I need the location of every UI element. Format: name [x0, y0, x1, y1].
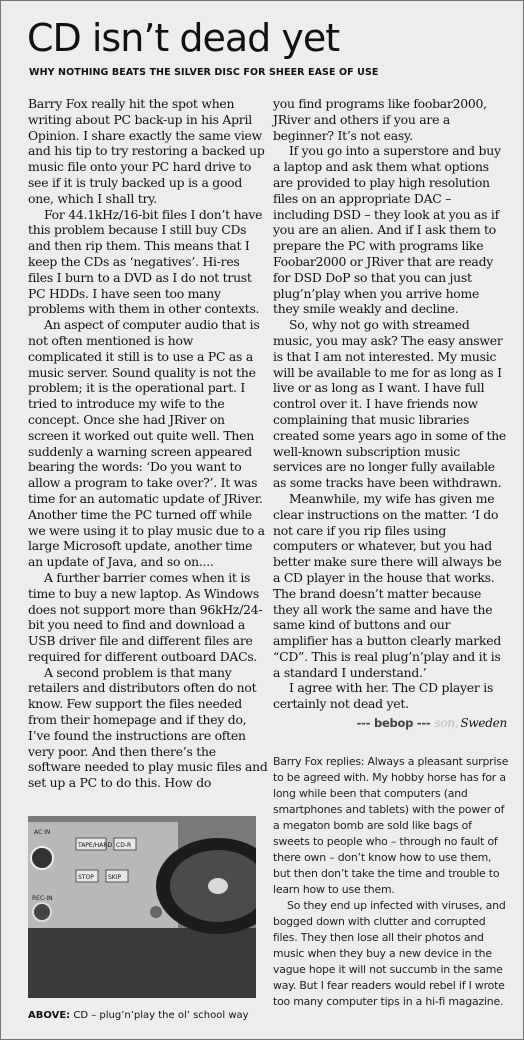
caption-text: CD – plug’n’play the ol’ school way	[70, 1010, 249, 1021]
photo-button-label: STOP	[78, 874, 94, 881]
letter-paragraph: Barry Fox really hit the spot when writing about PC back-up in his April Opinion. I share exactly the same view and his tip to try restoring a backed up music file onto your PC hard drive to see if it is truly backed up is a good one, which I shall try.	[28, 96, 265, 206]
editor-reply	[273, 754, 509, 1010]
cd-disc-hole	[208, 878, 228, 894]
cd-player-photo	[28, 816, 256, 998]
signature-place: Sweden	[460, 716, 507, 731]
letter-paragraph: A further barrier comes when it is time to buy a new laptop. As Windows does not support more than 96kHz/24-bit you need to find and download a USB driver file and different files are required for different outboard DACs.	[28, 569, 263, 664]
power-knob-icon	[31, 847, 53, 869]
photo-button-label: SKIP	[108, 874, 122, 881]
letter-paragraph: An aspect of computer audio that is not often mentioned is how complicated it still is to use a PC as a music server. Sound quality is not the problem; it is the operational part. I tried to introduce my wife to the concept. Once she had JRiver on screen it worked out quite well. Then suddenly a warning screen appeared bearing the words: ‘Do you want to allow a program to take over?’. It was time for an automatic update of JRiver. Another time the PC turned off while we were using it to play music due to a large Microsoft update, another time an update of Java, and so on....	[28, 317, 265, 570]
letter-paragraph: I agree with her. The CD player is certainly not dead yet.	[273, 680, 494, 712]
letter-paragraph: For 44.1kHz/16-bit files I don’t have this problem because I still buy CDs and then rip them. This means that I keep the CDs as ‘negatives’. Hi-res files I burn to a DVD as I do not trust PC HDDs. I have seen too many problems with them in other contexts.	[28, 206, 263, 317]
letter-paragraph: you find programs like foobar2000, JRiver and others if you are a beginner? It’s not easy.	[273, 96, 487, 143]
cd-player-illustration	[28, 816, 256, 998]
caption-lead: ABOVE:	[28, 1010, 71, 1021]
signature-name: --- bebop ---	[356, 716, 431, 731]
standfirst: WHY NOTHING BEATS THE SILVER DISC FOR SHEER EASE OF USE	[29, 67, 379, 78]
rec-knob-icon	[33, 903, 51, 921]
photo-label: REC-IN	[32, 895, 53, 902]
letter-paragraph: Meanwhile, my wife has given me clear instructions on the matter. ‘I do not care if you rip files using computers or whatever, but you had better make sure there will always be a CD player in the house that works. The brand doesn’t matter because they all work the same and have the same kind of buttons and our amplifier has a button clearly marked “CD”. This is real plug’n’play and it is a standard I understand.’	[273, 490, 502, 680]
letter-paragraph: A second problem is that many retailers and distributors often do not know. Few support the files needed from their homepage and if they do, I’ve found the instructions are often very poor. And then there’s the software needed to play music files and set up a PC to do this. How do	[28, 664, 268, 791]
reply-paragraph: Barry Fox replies: Always a pleasant surprise to be agreed with. My hobby horse has for a long while been that computers (and smartphones and tablets) with the power of a megaton bomb are sold like bags of sweets to people who – through no fault of there own – don’t know how to use them, but then don’t take the time and trouble to learn how to use them.	[273, 755, 509, 896]
photo-label: AC IN	[34, 829, 51, 836]
photo-caption	[28, 1010, 249, 1021]
letter-paragraph: If you go into a superstore and buy a laptop and ask them what options are provided to play high resolution files on an appropriate DAC – including DSD – they look at you as if you are an alien. And if I ask them to prepare the PC with programs like Foobar2000 or JRiver that are ready for DSD DoP so that you can just plug’n’play when you arrive home they smile weakly and decline.	[273, 143, 501, 317]
reply-paragraph: So they end up infected with viruses, and bogged down with clutter and corrupted files. They then lose all their photos and music when they buy a new device in the vague hope it will not succumb in the same way. But I fear readers would rebel if I wrote too many computer tips in a hi-fi magazine.	[273, 899, 506, 1008]
player-tray	[28, 928, 256, 998]
hand-icon	[150, 906, 162, 918]
photo-button-label: TAPE/HARD	[78, 842, 113, 849]
letter-signature	[273, 716, 507, 732]
signature-blurred: son,	[434, 716, 459, 731]
photo-button-label: CD-R	[116, 842, 132, 849]
headline: CD isn’t dead yet	[27, 16, 340, 60]
letter-column-right	[273, 96, 507, 732]
letter-column-left	[28, 96, 268, 791]
letter-paragraph: So, why not go with streamed music, you may ask? The easy answer is that I am not interested. My music will be available to me for as long as I live or as long as I want. I have full control over it. I have friends now complaining that music libraries created some years ago in some of the well-known subscription music services are no longer fully available as some tracks have been withdrawn.	[273, 317, 507, 491]
